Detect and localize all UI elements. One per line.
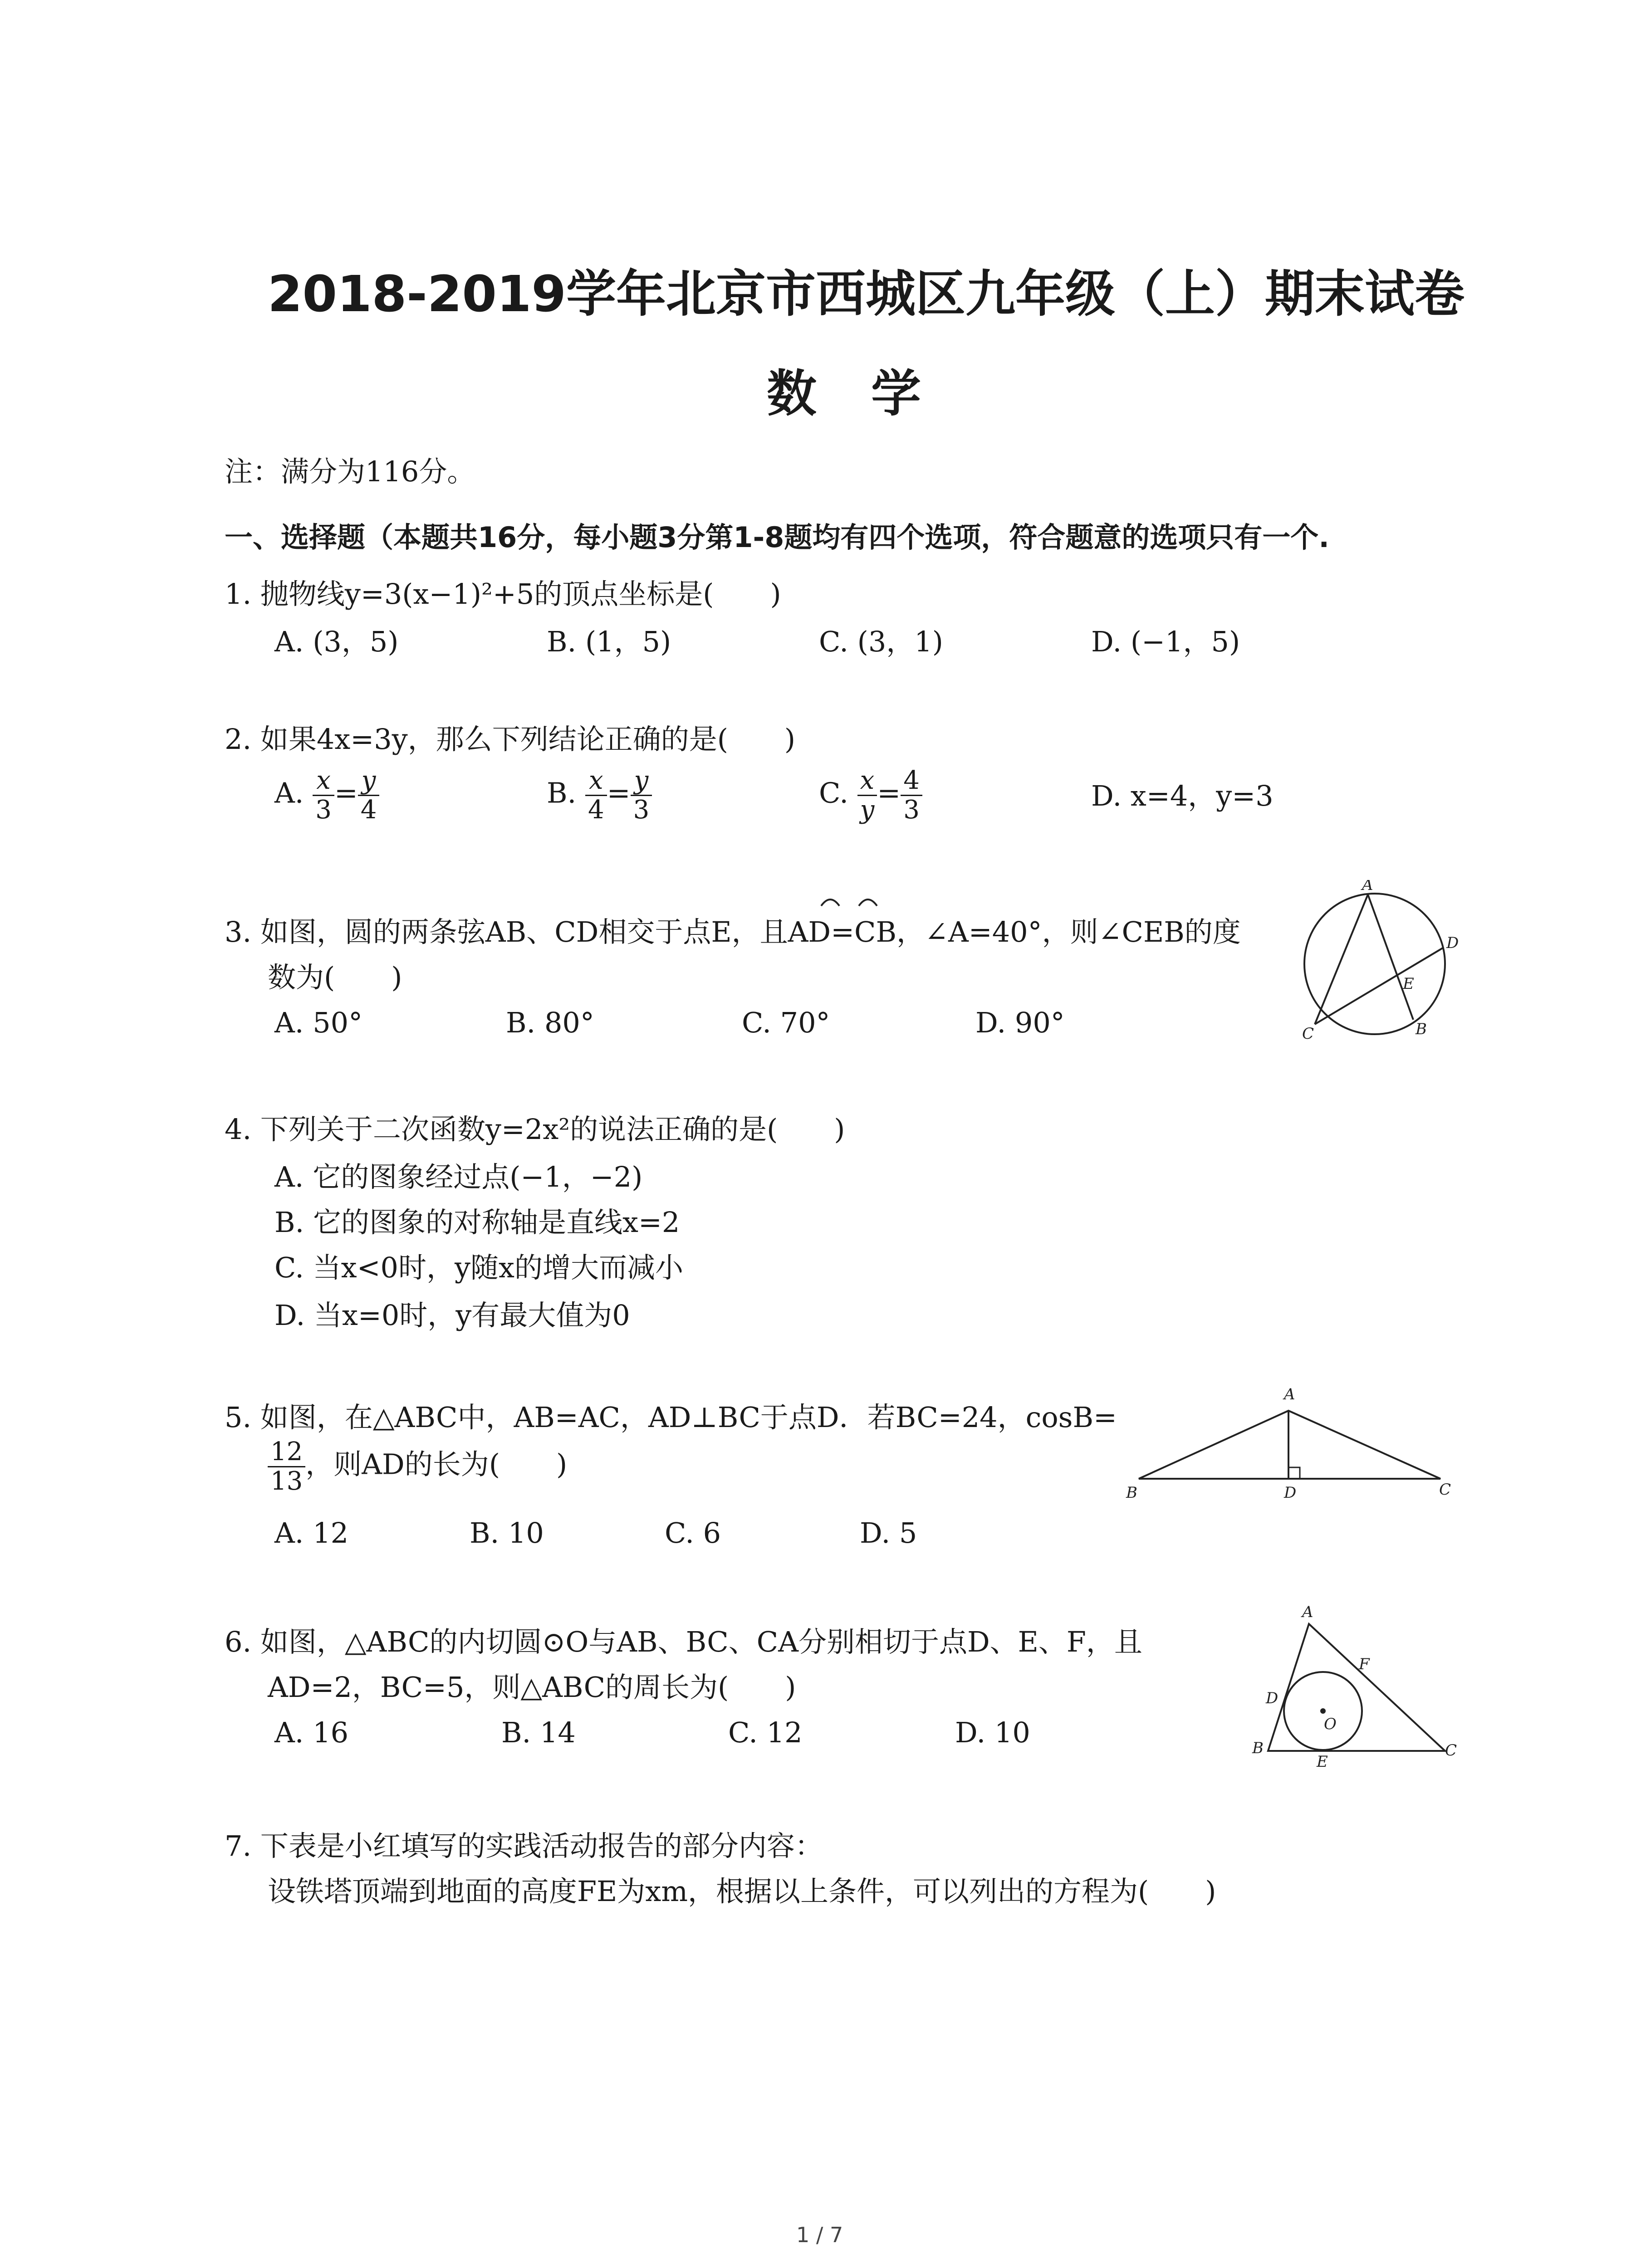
q3-option-d: D. 90° — [975, 1006, 1065, 1039]
q5-stem-line2: $\frac{12}{13}$ ，则AD的长为( ) — [268, 1438, 567, 1496]
q1-option-a: A. (3，5) — [274, 625, 399, 658]
label-A: A — [1302, 1606, 1313, 1621]
fraction: $\frac{x}{4}$ — [585, 767, 607, 824]
q2-option-b-label: B. — [547, 776, 577, 810]
q5-stem-line1: 5. 如图，在△ABC中，AB=AC，AD⊥BC于点D．若BC=24，cosB= — [225, 1401, 1117, 1434]
q3-circle-figure — [1284, 880, 1465, 1050]
label-B: B — [1416, 1020, 1427, 1038]
label-E: E — [1317, 1753, 1328, 1769]
q5-option-a: A. 12 — [274, 1516, 349, 1549]
q6-option-a: A. 16 — [274, 1716, 349, 1749]
q2-option-c-label: C. — [819, 776, 848, 810]
q7-stem-line2: 设铁塔顶端到地面的高度FE为xm，根据以上条件，可以列出的方程为( ) — [268, 1875, 1216, 1908]
label-C: C — [1302, 1025, 1314, 1043]
q5-option-b: B. 10 — [470, 1516, 544, 1549]
q4-option-a: A. 它的图象经过点(−1，−2) — [274, 1160, 643, 1193]
document-title: 2018-2019学年北京市西城区九年级（上）期末试卷 — [268, 265, 1465, 323]
q4-stem: 4. 下列关于二次函数y=2x²的说法正确的是( ) — [225, 1113, 845, 1146]
q3-stem-line2: 数为( ) — [268, 961, 402, 994]
q2-stem: 2. 如果4x=3y，那么下列结论正确的是( ) — [225, 723, 796, 756]
label-E: E — [1403, 975, 1414, 993]
q6-option-b: B. 14 — [501, 1716, 576, 1749]
label-O: O — [1324, 1715, 1337, 1733]
page-number: 1 / 7 — [796, 2223, 843, 2247]
fraction: $\frac{x}{3}$ — [313, 767, 334, 824]
q2-option-a: A. $\frac{x}{3}$ = $\frac{y}{4}$ — [274, 767, 379, 824]
q6-stem-line2: AD=2，BC=5，则△ABC的周长为( ) — [268, 1671, 796, 1704]
q6-option-c: C. 12 — [728, 1716, 803, 1749]
label-F: F — [1359, 1655, 1370, 1673]
fraction: $\frac{12}{13}$ — [268, 1438, 305, 1496]
q3-stem-line1: 3. 如图，圆的两条弦AB、CD相交于点E，且AD=CB，∠A=40°，则∠CEB的度 — [225, 915, 1241, 948]
label-C: C — [1445, 1741, 1457, 1760]
q5-option-d: D. 5 — [860, 1516, 917, 1549]
section-heading: 一、选择题（本题共16分，每小题3分第1-8题均有四个选项，符合题意的选项只有一个. — [225, 521, 1329, 554]
q1-option-d: D. (−1，5) — [1091, 625, 1240, 658]
fraction: $\frac{x}{y}$ — [857, 767, 877, 824]
q3-option-a: A. 50° — [274, 1006, 363, 1039]
label-A: A — [1284, 1385, 1295, 1403]
q4-option-b: B. 它的图象的对称轴是直线x=2 — [274, 1206, 680, 1239]
q5-option-c: C. 6 — [665, 1516, 721, 1549]
q6-incircle-figure — [1243, 1606, 1461, 1771]
score-note: 注：满分为116分。 — [225, 455, 475, 488]
q3-option-b: B. 80° — [506, 1006, 594, 1039]
q3-option-c: C. 70° — [742, 1006, 830, 1039]
q1-option-b: B. (1，5) — [547, 625, 671, 658]
fraction: $\frac{y}{3}$ — [631, 767, 652, 824]
arc-marks — [819, 891, 882, 909]
label-B: B — [1252, 1739, 1264, 1757]
q2-option-a-label: A. — [274, 776, 304, 810]
q6-stem-line1: 6. 如图，△ABC的内切圆⊙O与AB、BC、CA分别相切于点D、E、F，且 — [225, 1625, 1142, 1658]
q2-option-b: B. $\frac{x}{4}$ = $\frac{y}{3}$ — [547, 767, 652, 824]
fraction: $\frac{4}{3}$ — [901, 767, 922, 824]
label-A: A — [1362, 880, 1373, 894]
q2-option-c: C. $\frac{x}{y}$ = $\frac{4}{3}$ — [819, 767, 922, 824]
q4-option-d: D. 当x=0时，y有最大值为0 — [274, 1299, 630, 1332]
q7-stem-line1: 7. 下表是小红填写的实践活动报告的部分内容： — [225, 1829, 823, 1862]
q1-option-c: C. (3，1) — [819, 625, 943, 658]
label-B: B — [1126, 1484, 1137, 1502]
label-D: D — [1446, 934, 1459, 952]
q1-stem: 1. 抛物线y=3(x−1)²+5的顶点坐标是( ) — [225, 577, 781, 611]
q5-triangle-figure — [1116, 1379, 1461, 1508]
q6-option-d: D. 10 — [955, 1716, 1030, 1749]
label-D: D — [1284, 1484, 1297, 1502]
q4-option-c: C. 当x<0时，y随x的增大而减小 — [274, 1251, 683, 1284]
label-D: D — [1266, 1689, 1279, 1707]
q2-option-d: D. x=4，y=3 — [1091, 779, 1274, 812]
document-subject: 数学 — [767, 365, 975, 423]
fraction: $\frac{y}{4}$ — [358, 767, 380, 824]
label-C: C — [1439, 1481, 1451, 1499]
